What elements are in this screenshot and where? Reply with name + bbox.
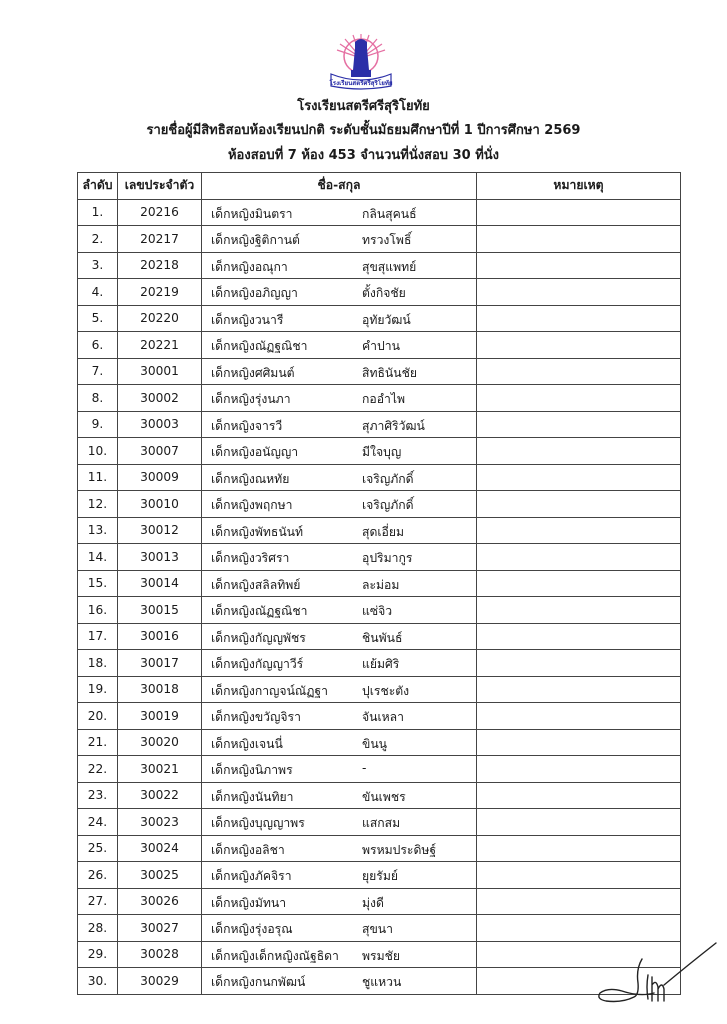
row-student-id: 30023 — [118, 809, 202, 836]
row-note — [477, 570, 681, 597]
row-last-name: อุทัยวัฒน์ — [362, 312, 411, 327]
table-row — [78, 517, 681, 544]
row-last-name: ยุยรัมย์ — [362, 869, 399, 883]
table-row — [78, 650, 681, 677]
row-last-name: แสกสม — [362, 816, 401, 830]
row-first-name: เด็กหญิงอภิญญา — [211, 286, 298, 300]
row-note — [477, 597, 681, 624]
row-student-id: 30016 — [118, 623, 202, 650]
row-order: 22. — [78, 756, 118, 783]
row-order: 8. — [78, 385, 118, 412]
row-first-name: เด็กหญิงศศิมนต์ — [211, 365, 295, 380]
row-full-name — [202, 226, 477, 253]
row-note — [477, 756, 681, 783]
row-note — [477, 438, 681, 465]
row-note — [477, 835, 681, 862]
table-row — [78, 623, 681, 650]
row-first-name: เด็กหญิงณหทัย — [211, 471, 290, 486]
row-last-name: ทรวงโพธิ์ — [362, 233, 412, 247]
row-first-name: เด็กหญิงสลิลทิพย์ — [211, 577, 301, 592]
row-note — [477, 809, 681, 836]
row-first-name: เด็กหญิงขวัญจิรา — [211, 710, 301, 724]
row-first-name: เด็กหญิงกนกพัฒน์ — [211, 975, 306, 989]
row-note — [477, 888, 681, 915]
row-student-id: 30001 — [118, 358, 202, 385]
table-row — [78, 703, 681, 730]
row-order: 23. — [78, 782, 118, 809]
row-student-id: 30017 — [118, 650, 202, 677]
row-order: 12. — [78, 491, 118, 518]
school-logo — [325, 30, 397, 92]
row-student-id: 30021 — [118, 756, 202, 783]
svg-text:โรงเรียนสตรีศรีสุริโยทัย: โรงเรียนสตรีศรีสุริโยทัย — [329, 80, 393, 87]
list-title: รายชื่อผู้มีสิทธิสอบห้องเรียนปกติ ระดับชั้นมัธยมศึกษาปีที่ 1 ปีการศึกษา 2569 — [146, 123, 581, 138]
table-row — [78, 729, 681, 756]
row-last-name: สุดเอี่ยม — [362, 524, 405, 539]
row-full-name — [202, 517, 477, 544]
table-row — [78, 756, 681, 783]
row-full-name — [202, 915, 477, 942]
roster-table — [77, 172, 681, 995]
roster-body — [78, 199, 681, 994]
row-student-id: 30018 — [118, 676, 202, 703]
row-last-name: ชินพันธ์ — [362, 630, 403, 645]
row-note — [477, 517, 681, 544]
row-order: 4. — [78, 279, 118, 306]
table-row — [78, 385, 681, 412]
row-first-name: เด็กหญิงกัญญาวีร์ — [211, 657, 304, 671]
table-row — [78, 544, 681, 571]
row-order: 3. — [78, 252, 118, 279]
row-full-name — [202, 968, 477, 995]
row-last-name: ละม่อม — [362, 577, 400, 592]
row-first-name: เด็กหญิงรุ่งอรุณ — [211, 922, 293, 936]
row-first-name: เด็กหญิงกัญญพัชร — [211, 630, 306, 645]
row-first-name: เด็กหญิงอลิชา — [211, 842, 285, 857]
row-first-name: เด็กหญิงณัฏฐณิชา — [211, 339, 308, 353]
table-row — [78, 968, 681, 995]
row-note — [477, 332, 681, 359]
row-note — [477, 544, 681, 571]
row-first-name: เด็กหญิงพัทธนันท์ — [211, 524, 304, 539]
row-student-id: 30028 — [118, 941, 202, 968]
row-order: 26. — [78, 862, 118, 889]
row-full-name — [202, 597, 477, 624]
row-last-name: สุขนา — [362, 922, 393, 936]
row-full-name — [202, 570, 477, 597]
table-row — [78, 279, 681, 306]
row-order: 9. — [78, 411, 118, 438]
row-last-name: อุปริมากูร — [362, 551, 413, 565]
row-order: 17. — [78, 623, 118, 650]
row-last-name: มีใจบุญ — [362, 445, 402, 459]
row-first-name: เด็กหญิงณัฏฐณิชา — [211, 604, 308, 618]
row-student-id: 30022 — [118, 782, 202, 809]
row-last-name: กออำไพ — [362, 392, 406, 406]
row-order: 1. — [78, 199, 118, 226]
row-full-name — [202, 438, 477, 465]
row-order: 21. — [78, 729, 118, 756]
row-first-name: เด็กหญิงเด็กหญิงณัฐธิดา — [211, 948, 339, 963]
row-last-name: ตั้งกิจชัย — [362, 286, 406, 300]
row-student-id: 30029 — [118, 968, 202, 995]
row-first-name: เด็กหญิงมัทนา — [211, 895, 287, 910]
table-row — [78, 597, 681, 624]
row-full-name — [202, 305, 477, 332]
row-last-name: แย้มศิริ — [362, 657, 400, 671]
column-header-id: เลขประจำตัว — [118, 173, 202, 200]
row-full-name — [202, 862, 477, 889]
row-note — [477, 782, 681, 809]
column-header-note: หมายเหตุ — [477, 173, 681, 200]
row-order: 16. — [78, 597, 118, 624]
row-note — [477, 623, 681, 650]
row-order: 15. — [78, 570, 118, 597]
row-student-id: 30013 — [118, 544, 202, 571]
row-student-id: 30026 — [118, 888, 202, 915]
row-order: 30. — [78, 968, 118, 995]
table-row — [78, 305, 681, 332]
row-note — [477, 385, 681, 412]
row-note — [477, 358, 681, 385]
row-student-id: 20220 — [118, 305, 202, 332]
row-student-id: 20218 — [118, 252, 202, 279]
row-full-name — [202, 411, 477, 438]
table-row — [78, 226, 681, 253]
row-full-name — [202, 385, 477, 412]
row-student-id: 30020 — [118, 729, 202, 756]
row-first-name: เด็กหญิงมินตรา — [211, 206, 293, 221]
table-header-row — [78, 173, 681, 200]
table-row — [78, 411, 681, 438]
column-header-name: ชื่อ-สกุล — [202, 173, 477, 200]
row-first-name: เด็กหญิงรุ่งนภา — [211, 392, 291, 406]
row-order: 29. — [78, 941, 118, 968]
row-first-name: เด็กหญิงจารวี — [211, 418, 283, 433]
row-full-name — [202, 279, 477, 306]
row-student-id: 30003 — [118, 411, 202, 438]
row-full-name — [202, 676, 477, 703]
row-last-name: สิทธินันชัย — [362, 365, 417, 380]
row-student-id: 30014 — [118, 570, 202, 597]
row-order: 6. — [78, 332, 118, 359]
row-order: 11. — [78, 464, 118, 491]
row-first-name: เด็กหญิงพฤกษา — [211, 498, 293, 512]
row-last-name: มุ่งดี — [362, 895, 384, 910]
table-row — [78, 438, 681, 465]
row-order: 20. — [78, 703, 118, 730]
row-note — [477, 676, 681, 703]
row-order: 10. — [78, 438, 118, 465]
table-row — [78, 676, 681, 703]
row-last-name: - — [362, 761, 367, 775]
row-full-name — [202, 809, 477, 836]
row-last-name: ขินนู — [362, 736, 387, 751]
row-last-name: ขันเพชร — [362, 789, 406, 804]
row-full-name — [202, 729, 477, 756]
row-last-name: เจริญภักดิ์ — [362, 471, 414, 486]
row-student-id: 30025 — [118, 862, 202, 889]
room-info: ห้องสอบที่ 7 ห้อง 453 จำนวนที่นั่งสอบ 30 ที่นั่ง — [227, 148, 500, 163]
row-student-id: 20217 — [118, 226, 202, 253]
row-note — [477, 729, 681, 756]
row-first-name: เด็กหญิงกาญจน์ณัฏฐา — [211, 683, 328, 698]
row-note — [477, 199, 681, 226]
row-first-name: เด็กหญิงวริศรา — [211, 551, 290, 565]
table-row — [78, 358, 681, 385]
row-note — [477, 305, 681, 332]
row-note — [477, 279, 681, 306]
table-row — [78, 782, 681, 809]
row-last-name: ชูแหวน — [362, 975, 402, 989]
table-row — [78, 570, 681, 597]
table-row — [78, 835, 681, 862]
row-order: 28. — [78, 915, 118, 942]
school-name: โรงเรียนสตรีศรีสุริโยทัย — [297, 99, 430, 114]
row-note — [477, 491, 681, 518]
row-first-name: เด็กหญิงนันทิยา — [211, 789, 294, 804]
row-first-name: เด็กหญิงเจนนี่ — [211, 736, 283, 751]
row-full-name — [202, 650, 477, 677]
table-row — [78, 888, 681, 915]
row-student-id: 30007 — [118, 438, 202, 465]
table-row — [78, 809, 681, 836]
row-full-name — [202, 491, 477, 518]
row-full-name — [202, 199, 477, 226]
row-full-name — [202, 252, 477, 279]
row-last-name: แซ่จิว — [362, 604, 393, 618]
signature — [592, 935, 722, 1010]
row-order: 14. — [78, 544, 118, 571]
row-full-name — [202, 782, 477, 809]
row-full-name — [202, 464, 477, 491]
row-full-name — [202, 703, 477, 730]
row-order: 13. — [78, 517, 118, 544]
table-row — [78, 252, 681, 279]
row-first-name: เด็กหญิงฐิติกานต์ — [211, 233, 300, 247]
row-student-id: 20219 — [118, 279, 202, 306]
row-note — [477, 411, 681, 438]
table-row — [78, 915, 681, 942]
row-full-name — [202, 835, 477, 862]
row-order: 18. — [78, 650, 118, 677]
table-row — [78, 491, 681, 518]
row-first-name: เด็กหญิงอนัญญา — [211, 445, 299, 459]
row-note — [477, 464, 681, 491]
row-last-name: เจริญภักดิ์ — [362, 498, 414, 512]
row-student-id: 20216 — [118, 199, 202, 226]
row-student-id: 30027 — [118, 915, 202, 942]
row-student-id: 30009 — [118, 464, 202, 491]
row-first-name: เด็กหญิงภัคจิรา — [211, 869, 292, 883]
column-header-order: ลำดับ — [78, 173, 118, 200]
row-note — [477, 252, 681, 279]
table-row — [78, 862, 681, 889]
table-row — [78, 464, 681, 491]
row-last-name: ปุเรชะตัง — [362, 683, 410, 698]
row-last-name: คำปาน — [362, 339, 400, 353]
row-student-id: 30002 — [118, 385, 202, 412]
row-last-name: จันเหลา — [362, 710, 404, 724]
row-full-name — [202, 941, 477, 968]
row-note — [477, 703, 681, 730]
row-full-name — [202, 623, 477, 650]
row-order: 7. — [78, 358, 118, 385]
row-student-id: 20221 — [118, 332, 202, 359]
row-first-name: เด็กหญิงบุญญาพร — [211, 816, 305, 830]
row-order: 27. — [78, 888, 118, 915]
row-first-name: เด็กหญิงวนารี — [211, 312, 284, 327]
row-full-name — [202, 888, 477, 915]
row-last-name: สุขสุแพทย์ — [362, 259, 417, 274]
row-student-id: 30019 — [118, 703, 202, 730]
row-last-name: สุภาศิริวัฒน์ — [362, 418, 425, 433]
row-student-id: 30015 — [118, 597, 202, 624]
row-student-id: 30024 — [118, 835, 202, 862]
table-row — [78, 941, 681, 968]
row-first-name: เด็กหญิงอณุกา — [211, 259, 288, 274]
row-order: 5. — [78, 305, 118, 332]
row-full-name — [202, 332, 477, 359]
row-order: 19. — [78, 676, 118, 703]
row-note — [477, 226, 681, 253]
row-note — [477, 862, 681, 889]
row-order: 24. — [78, 809, 118, 836]
row-note — [477, 650, 681, 677]
row-full-name — [202, 756, 477, 783]
row-order: 2. — [78, 226, 118, 253]
row-student-id: 30010 — [118, 491, 202, 518]
row-first-name: เด็กหญิงนิภาพร — [211, 763, 293, 777]
table-row — [78, 332, 681, 359]
row-student-id: 30012 — [118, 517, 202, 544]
row-full-name — [202, 358, 477, 385]
row-full-name — [202, 544, 477, 571]
table-row — [78, 199, 681, 226]
row-last-name: พรมชัย — [362, 948, 401, 963]
row-order: 25. — [78, 835, 118, 862]
row-last-name: พรหมประดิษฐ์ — [362, 842, 437, 857]
row-last-name: กลินสุคนธ์ — [362, 206, 417, 221]
